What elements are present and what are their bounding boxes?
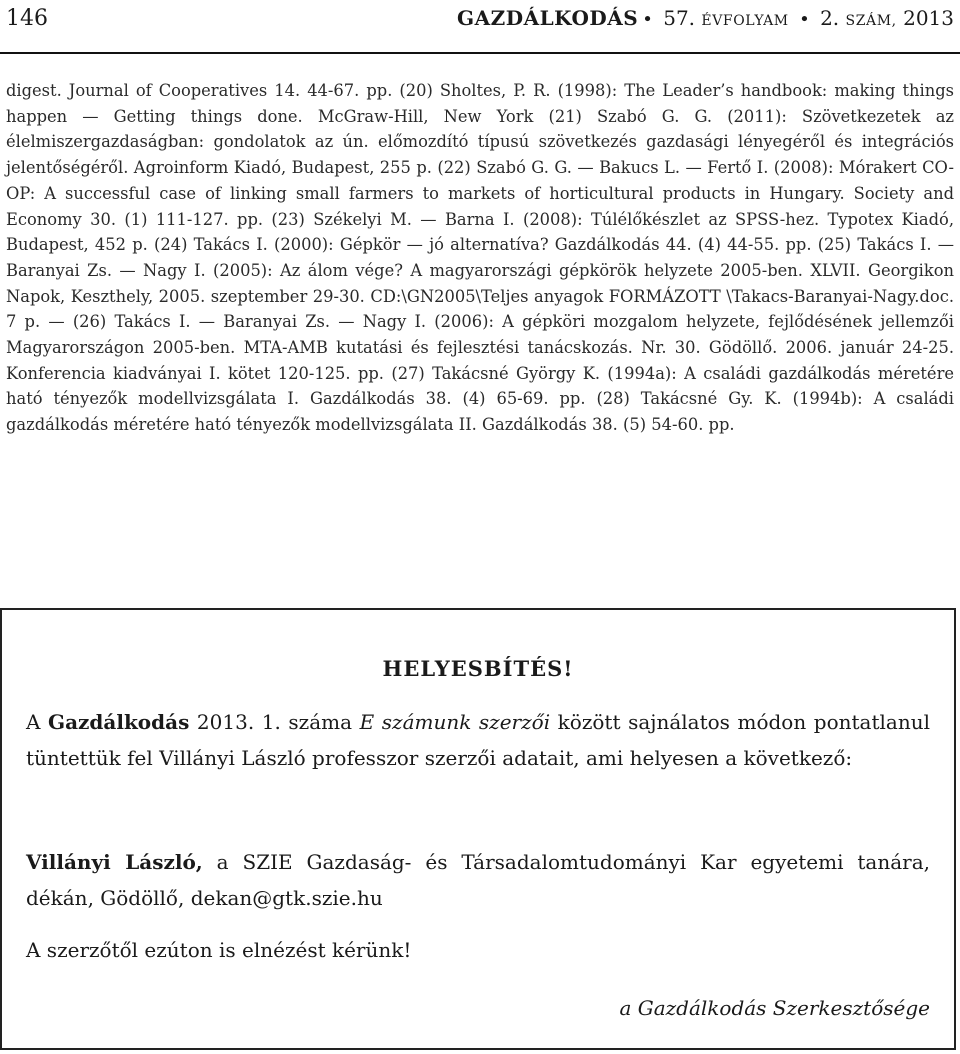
notice-paragraph-2 <box>26 844 930 916</box>
page-number: 146 <box>6 6 48 31</box>
separator-bullet: • <box>642 9 653 30</box>
notice-paragraph-1 <box>26 704 930 776</box>
year: 2013 <box>903 6 954 30</box>
issue-word: SZÁM, <box>845 13 897 29</box>
p1-lead: A <box>26 710 49 734</box>
notice-title: HELYESBÍTÉS! <box>382 656 574 681</box>
correction-notice-box <box>0 608 956 1050</box>
separator-bullet-2: • <box>799 9 810 30</box>
author-details: a SZIE Gazdaság- és Társadalomtudományi Kar egyetemi tanára, dékán, Gödöllő, dekan@gtk.szie.hu <box>26 850 930 910</box>
journal-name: GAZDÁLKODÁS <box>457 6 639 30</box>
author-name: Villányi László, <box>26 850 203 874</box>
notice-paragraph-3: A szerzőtől ezúton is elnézést kérünk! <box>26 938 412 962</box>
p1-journal: Gazdálkodás <box>48 710 190 734</box>
running-header <box>0 0 960 54</box>
volume-word: ÉVFOLYAM <box>701 13 789 29</box>
p1-mid: 2013. 1. száma <box>189 710 360 734</box>
issue-number: 2. <box>820 6 840 30</box>
p1-rest: között sajnálatos módon pontatlanul tüntettük fel Villányi László professzor szerzői adatait, ami helyesen a következő: <box>26 710 930 770</box>
editorial-signature: a Gazdálkodás Szerkesztősége <box>619 996 930 1020</box>
reference-list: digest. Journal of Cooperatives 14. 44-67. pp. (20) Sholtes, P. R. (1998): The Leader’s handbook: making things happen — Getting things done. McGraw-Hill, New York (21) Szabó G. G. (2011): Szövetkezetek az élelmiszergazdaságban: gondolatok az ún. előmozdító típusú szövetkezés gazdasági lényegéről és integrációs jelentőségéről. Agroinform Kiadó, Budapest, 255 p. (22) Szabó G. G. — Bakucs L. — Fertő I. (2008): Mórakert CO-OP: A successful case of linking small farmers to markets of horticultural products in Hungary. Society and Economy 30. (1) 111-127. pp. (23) Székelyi M. — Barna I. (2008): Túlélőkészlet az SPSS-hez. Typotex Kiadó, Budapest, 452 p. (24) Takács I. (2000): Gépkör — jó alternatíva? Gazdálkodás 44. (4) 44-55. pp. (25) Takács I. — Baranyai Zs. — Nagy I. (2005): Az álom vége? A magyarországi gépkörök helyzete 2005-ben. XLVII. Georgikon Napok, Keszthely, 2005. szeptember 29-30. CD:\GN2005\Teljes anyagok FORMÁZOTT \Takacs-Baranyai-Nagy.doc. 7 p. — (26) Takács I. — Baranyai Zs. — Nagy I. (2006): A gépköri mozgalom helyzete, fejlődésének jellemzői Magyarországon 2005-ben. MTA-AMB kutatási és fejlesztési tanácskozás. Nr. 30. Gödöllő. 2006. január 24-25. Konferencia kiadványai I. kötet 120-125. pp. (27) Takácsné György K. (1994a): A családi gazdálkodás méretére ható tényezők modellvizsgálata I. Gazdálkodás 38. (4) 65-69. pp. (28) Takácsné Gy. K. (1994b): A családi gazdálkodás méretére ható tényezők modellvizsgálata II. Gazdálkodás 38. (5) 54-60. pp. <box>6 81 954 435</box>
volume-number: 57. <box>663 6 696 30</box>
p1-italic: E számunk szerzői <box>359 710 551 734</box>
journal-issue-line <box>457 6 954 30</box>
